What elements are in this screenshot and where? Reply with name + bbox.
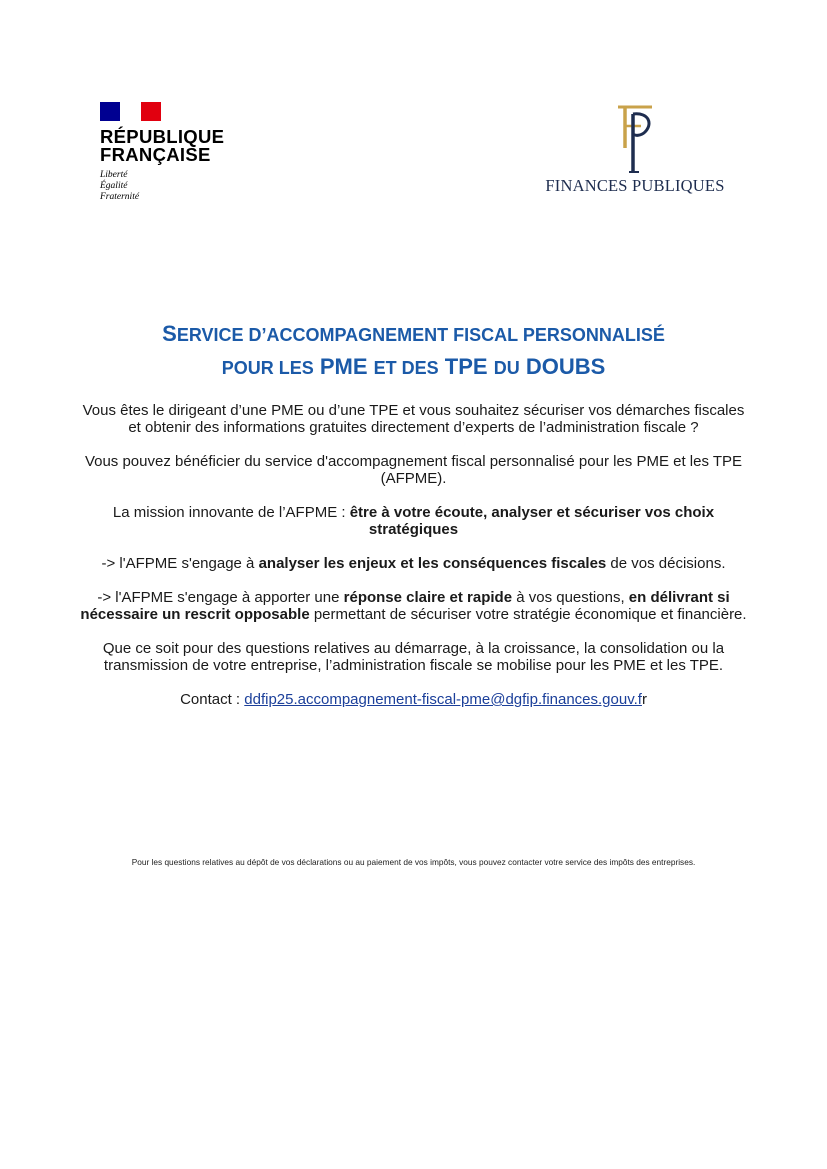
rf-name-line1: RÉPUBLIQUE	[100, 126, 225, 147]
engagement-analysis-bold: analyser les enjeux et les conséquences fiscales	[258, 555, 607, 572]
flag-blue-stripe	[100, 102, 120, 121]
republique-francaise-name	[100, 128, 250, 164]
flag-white-stripe	[120, 102, 140, 121]
marianne-flag-icon	[100, 102, 161, 121]
mission-prefix: La mission innovante de l’AFPME :	[112, 504, 350, 521]
finances-publiques-fp-icon	[605, 104, 665, 174]
title-line2	[40, 351, 787, 384]
motto-liberte: Liberté	[100, 170, 128, 180]
contact-email-link[interactable]: ddfip25.accompagnement-fiscal-pme@dgfip.finances.gouv.f	[244, 691, 642, 708]
title-initial: S	[162, 321, 177, 346]
title-line1	[40, 318, 787, 351]
mission-bold: être à votre écoute, analyser et sécuriser vos choix stratégiques	[349, 504, 715, 538]
engagement-analysis-prefix: -> l'AFPME s'engage à	[101, 555, 259, 572]
engagement-response-paragraph	[78, 589, 749, 623]
contact-label: Contact :	[180, 691, 245, 708]
republique-motto	[100, 170, 250, 203]
title-et-des: ET DES	[373, 358, 439, 378]
flag-red-stripe	[141, 102, 161, 121]
finances-publiques-name: FINANCES PUBLIQUES	[545, 176, 725, 195]
engagement-response-suffix: permettant de sécuriser votre stratégie économique et financière.	[309, 606, 747, 623]
republique-francaise-logo	[100, 102, 250, 203]
engagement-analysis-paragraph	[78, 555, 749, 572]
footnote: Pour les questions relatives au dépôt de vos déclarations ou au paiement de vos impôts, vous pouvez contacter votre service des impôts des entreprises.	[131, 857, 696, 867]
title-tpe: TPE	[444, 354, 488, 379]
title-du: DU	[493, 358, 520, 378]
page-title	[40, 318, 787, 384]
engagement-response-bold2: en délivrant si nécessaire un rescrit opposable	[80, 589, 730, 623]
engagement-response-middle: à vos questions,	[512, 589, 629, 606]
finances-publiques-logo	[530, 104, 740, 196]
document-body	[78, 402, 749, 725]
title-pour-les: POUR LES	[221, 358, 314, 378]
engagement-analysis-suffix: de vos décisions.	[606, 555, 726, 572]
title-doubs: DOUBS	[525, 354, 606, 379]
mission-paragraph	[78, 504, 749, 538]
mobilisation-paragraph: Que ce soit pour des questions relatives au démarrage, à la croissance, la consolidation ou la transmission de votre entreprise, l’administration fiscale se mobilise pour les PME et les TPE.	[102, 640, 725, 674]
engagement-response-prefix: -> l'AFPME s'engage à apporter une	[97, 589, 344, 606]
title-pme: PME	[319, 354, 368, 379]
afpme-paragraph: Vous pouvez bénéficier du service d'accompagnement fiscal personnalisé pour les PME et les TPE (AFPME).	[84, 453, 743, 487]
title-line1-rest: ERVICE D’ACCOMPAGNEMENT FISCAL PERSONNALISÉ	[176, 325, 665, 345]
motto-fraternite: Fraternité	[100, 192, 140, 202]
motto-egalite: Égalité	[100, 181, 128, 191]
rf-name-line2: FRANÇAISE	[100, 144, 211, 165]
intro-paragraph: Vous êtes le dirigeant d’une PME ou d’une TPE et vous souhaitez sécuriser vos démarches fiscales et obtenir des informations gratuites directement d’experts de l’administration fiscale ?	[82, 402, 745, 436]
contact-line	[78, 691, 749, 708]
contact-email-tail: r	[641, 691, 647, 708]
engagement-response-bold1: réponse claire et rapide	[343, 589, 513, 606]
